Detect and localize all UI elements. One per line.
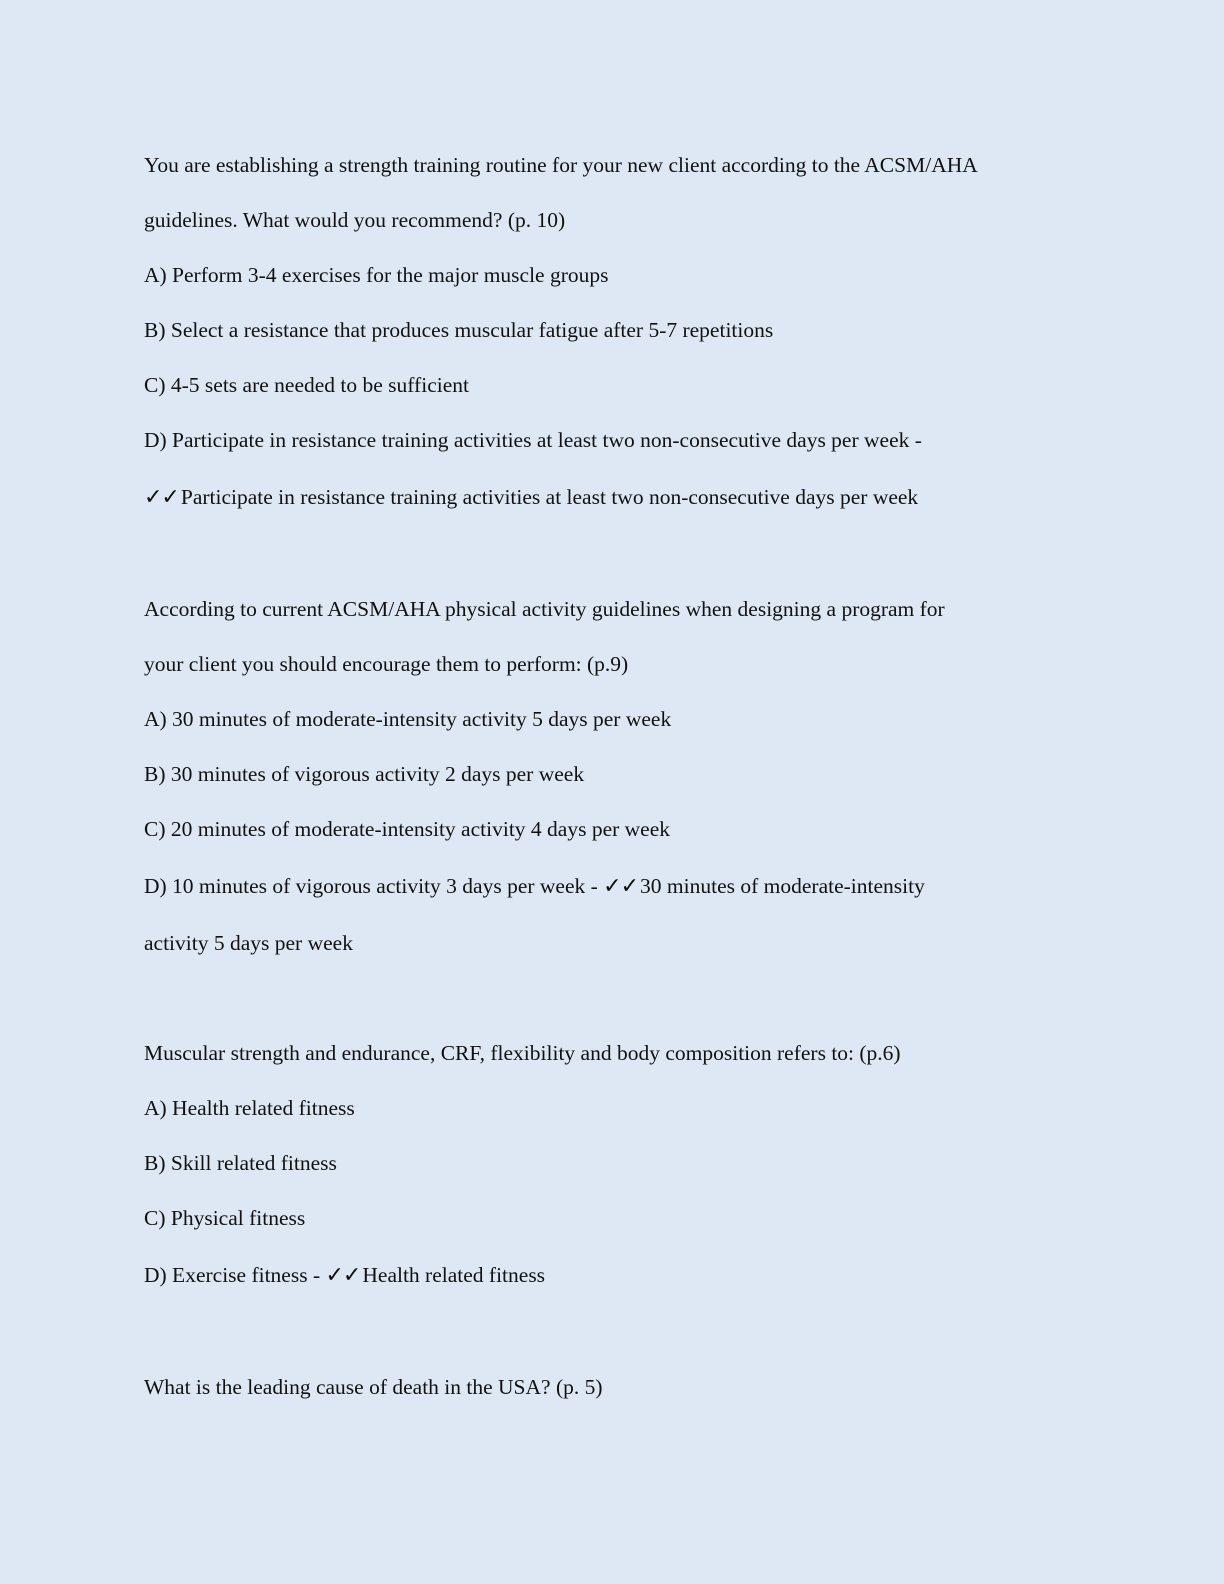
option-d-text: D) Exercise fitness - — [144, 1263, 321, 1287]
question-stem: your client you should encourage them to perform: (p.9) — [144, 652, 629, 676]
option-c: C) 4-5 sets are needed to be sufficient — [144, 373, 469, 397]
question-stem: Muscular strength and endurance, CRF, flexibility and body composition refers to: (p.6) — [144, 1041, 901, 1065]
answer-text: Health related fitness — [362, 1263, 546, 1287]
option-d — [144, 1246, 1084, 1305]
answer-text: Participate in resistance training activities at least two non-consecutive days per week — [180, 485, 919, 509]
question-stem: You are establishing a strength training routine for your new client according to the ACSM/AHA — [144, 153, 978, 177]
option-b: B) 30 minutes of vigorous activity 2 days per week — [144, 762, 585, 786]
option-a: A) 30 minutes of moderate-intensity activity 5 days per week — [144, 707, 672, 731]
question-block — [144, 1026, 1084, 1305]
question-block — [144, 582, 1084, 971]
spacer — [144, 527, 1084, 582]
spacer — [144, 1305, 1084, 1360]
option-b: B) Select a resistance that produces muscular fatigue after 5-7 repetitions — [144, 318, 774, 342]
answer-continuation: activity 5 days per week — [144, 931, 353, 955]
check-icon: ✓✓ — [144, 485, 179, 510]
question-block — [144, 1360, 1084, 1415]
option-d-text: D) 10 minutes of vigorous activity 3 days per week - — [144, 874, 598, 898]
option-d: D) Participate in resistance training activities at least two non-consecutive days per week - — [144, 428, 922, 452]
question-stem: What is the leading cause of death in the USA? (p. 5) — [144, 1375, 603, 1399]
question-block — [144, 138, 1084, 527]
question-stem: According to current ACSM/AHA physical activity guidelines when designing a program for — [144, 597, 945, 621]
question-stem: guidelines. What would you recommend? (p. 10) — [144, 208, 566, 232]
check-icon: ✓✓ — [603, 874, 639, 899]
answer-text: 30 minutes of moderate-intensity — [640, 874, 925, 898]
option-b: B) Skill related fitness — [144, 1151, 337, 1175]
option-a: A) Health related fitness — [144, 1096, 355, 1120]
option-c: C) 20 minutes of moderate-intensity activity 4 days per week — [144, 817, 671, 841]
answer-line — [144, 468, 1084, 527]
option-c: C) Physical fitness — [144, 1206, 306, 1230]
option-d — [144, 857, 1084, 916]
spacer — [144, 971, 1084, 1026]
check-icon: ✓✓ — [325, 1263, 361, 1288]
option-a: A) Perform 3-4 exercises for the major muscle groups — [144, 263, 609, 287]
document-page — [144, 138, 1084, 1415]
